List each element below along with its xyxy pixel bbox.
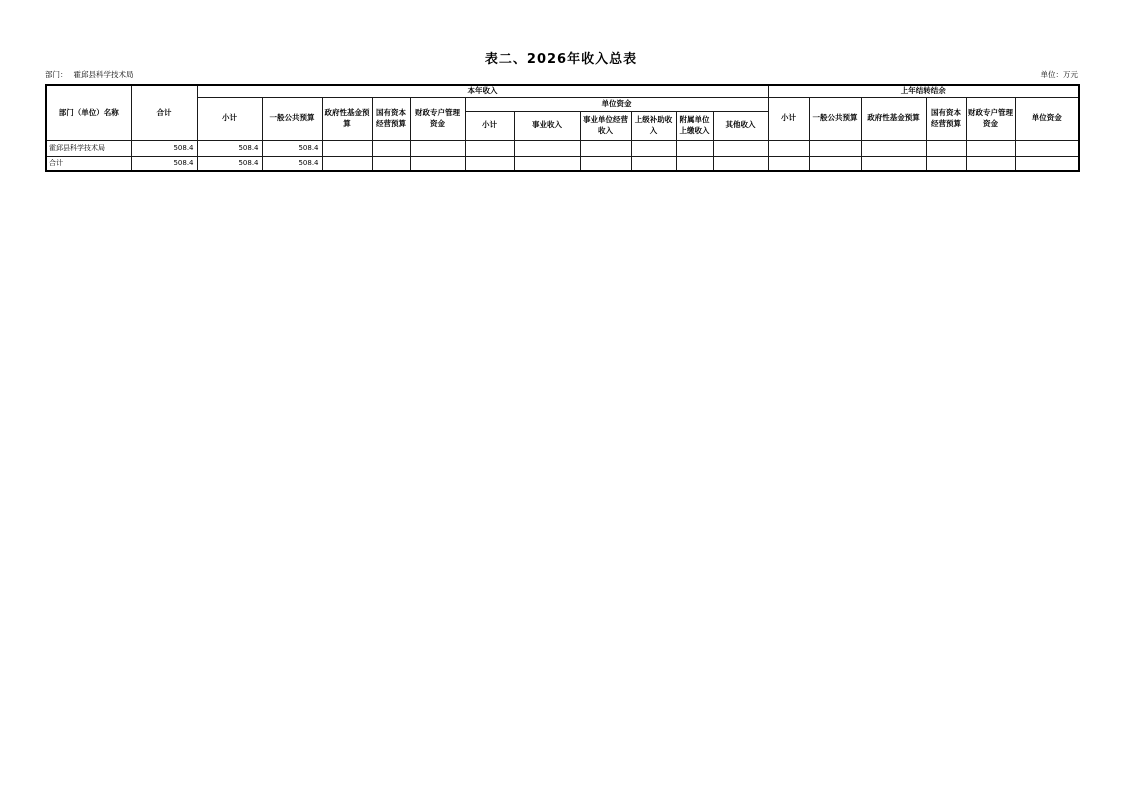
header-cy-subtotal: 小计	[197, 97, 262, 140]
cell	[676, 156, 713, 171]
cell	[768, 140, 809, 156]
header-co-general-public-budget: 一般公共预算	[809, 97, 861, 140]
cell	[809, 140, 861, 156]
header-group-carryover: 上年结转结余	[768, 85, 1079, 97]
header-co-fiscal-special-funds: 财政专户管理资金	[966, 97, 1015, 140]
cell	[713, 156, 768, 171]
cell	[580, 156, 631, 171]
header-cy-fiscal-special-funds: 财政专户管理资金	[410, 97, 465, 140]
header-cy-state-capital-budget: 国有资本经营预算	[372, 97, 410, 140]
cell	[861, 156, 926, 171]
cell-cy-subtotal: 508.4	[197, 140, 262, 156]
cell-total: 508.4	[131, 140, 197, 156]
row-name-cell: 霍邱县科学技术局	[46, 140, 131, 156]
header-uf-business-operating-income: 事业单位经营收入	[580, 111, 631, 140]
cell	[926, 156, 966, 171]
header-co-unit-funds: 单位资金	[1015, 97, 1079, 140]
cell	[631, 140, 676, 156]
department-label: 部门：	[45, 70, 68, 79]
header-uf-operational-income: 事业收入	[514, 111, 580, 140]
cell	[514, 156, 580, 171]
department-line	[45, 70, 134, 79]
header-uf-other-income: 其他收入	[713, 111, 768, 140]
cell	[926, 140, 966, 156]
table-meta-row	[45, 70, 1078, 79]
cell	[1015, 156, 1079, 171]
header-cy-general-public-budget: 一般公共预算	[262, 97, 322, 140]
cell	[372, 156, 410, 171]
unit-label: 单位：万元	[1040, 70, 1078, 79]
header-department-name: 部门（单位）名称	[46, 85, 131, 140]
cell	[861, 140, 926, 156]
header-uf-superior-subsidy-income: 上级补助收入	[631, 111, 676, 140]
header-co-state-capital-budget: 国有资本经营预算	[926, 97, 966, 140]
cell	[713, 140, 768, 156]
page-title: 表二、2026年收入总表	[484, 52, 638, 67]
header-group-unit-funds: 单位资金	[465, 97, 768, 111]
table-row-total	[46, 156, 1079, 171]
cell	[580, 140, 631, 156]
cell	[676, 140, 713, 156]
cell	[768, 156, 809, 171]
header-uf-subtotal: 小计	[465, 111, 514, 140]
cell-cy-general-public-budget: 508.4	[262, 156, 322, 171]
cell	[372, 140, 410, 156]
header-uf-affiliate-remitted-income: 附属单位上缴收入	[676, 111, 713, 140]
header-cy-gov-fund-budget: 政府性基金预算	[322, 97, 372, 140]
department-value: 霍邱县科学技术局	[73, 70, 134, 79]
header-grand-total: 合计	[131, 85, 197, 140]
cell	[631, 156, 676, 171]
cell	[410, 140, 465, 156]
cell	[465, 156, 514, 171]
cell	[966, 140, 1015, 156]
cell-cy-subtotal: 508.4	[197, 156, 262, 171]
table-row-department	[46, 140, 1079, 156]
cell	[966, 156, 1015, 171]
header-group-current-year-income: 本年收入	[197, 85, 768, 97]
header-co-subtotal: 小计	[768, 97, 809, 140]
cell-cy-general-public-budget: 508.4	[262, 140, 322, 156]
cell	[322, 156, 372, 171]
row-name-cell: 合计	[46, 156, 131, 171]
cell	[1015, 140, 1079, 156]
cell	[410, 156, 465, 171]
cell	[514, 140, 580, 156]
cell	[322, 140, 372, 156]
cell-total: 508.4	[131, 156, 197, 171]
header-co-gov-fund-budget: 政府性基金预算	[861, 97, 926, 140]
income-summary-table	[45, 84, 1080, 172]
cell	[465, 140, 514, 156]
cell	[809, 156, 861, 171]
